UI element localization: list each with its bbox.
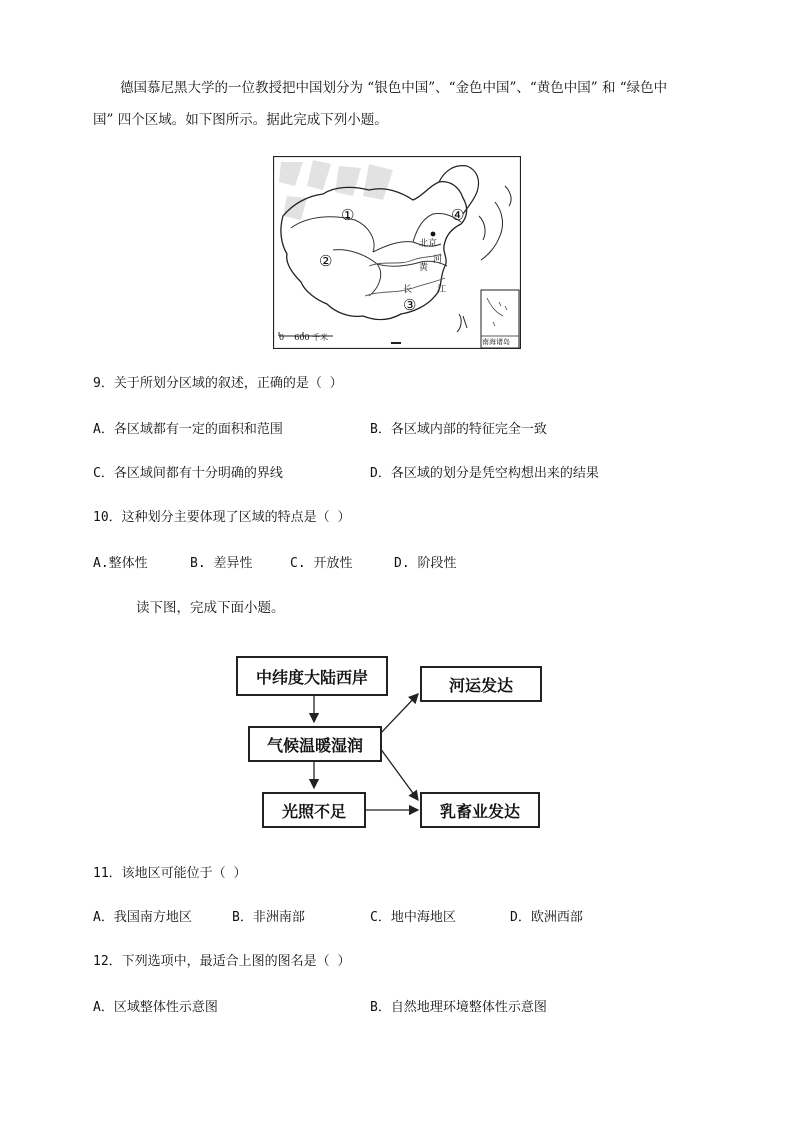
q10-option-d: D. 阶段性 [394, 556, 457, 571]
flow-box-sunlight: 光照不足 [262, 792, 366, 828]
intro-line-2: 国” 四个区域。如下图所示。据此完成下列小题。 [93, 112, 388, 128]
q9-stem: 9．关于所划分区域的叙述，正确的是（ ） [93, 376, 343, 391]
q10-option-b: B. 差异性 [190, 556, 253, 571]
intro-2: 读下图，完成下面小题。 [136, 600, 285, 616]
q12-stem: 12．下列选项中，最适合上图的图名是（ ） [93, 954, 351, 969]
jiang-label: 江 [437, 285, 447, 295]
q11-stem: 11．该地区可能位于（ ） [93, 866, 247, 881]
q11-option-d: D．欧洲西部 [510, 910, 583, 925]
q9-option-d: D．各区域的划分是凭空构想出来的结果 [370, 466, 599, 481]
intro-line-1: 德国慕尼黑大学的一位教授把中国划分为 “银色中国”、“金色中国”、“黄色中国” 和 “绿色中 [120, 80, 668, 96]
q11-option-c: C．地中海地区 [370, 910, 456, 925]
q11-option-a: A．我国南方地区 [93, 910, 192, 925]
scale-label: 0 600 千米 [279, 333, 329, 342]
china-region-map [273, 156, 521, 349]
q10-option-a: A.整体性 [93, 556, 148, 571]
huang-label: 黄 [419, 263, 429, 273]
region-1-label: ① [341, 206, 355, 224]
he-label: 河 [433, 255, 443, 265]
q11-option-b: B．非洲南部 [232, 910, 305, 925]
q9-option-b: B．各区域内部的特征完全一致 [370, 422, 547, 437]
beijing-label: 北京 [419, 239, 438, 249]
flow-box-west-coast: 中纬度大陆西岸 [236, 656, 388, 696]
flow-box-dairy: 乳畜业发达 [420, 792, 540, 828]
map-drawing [273, 156, 521, 349]
region-3-label: ③ [403, 296, 417, 314]
inset-label: 南海诸岛 [482, 338, 510, 346]
q12-option-a: A．区域整体性示意图 [93, 1000, 218, 1015]
flow-box-climate: 气候温暖湿润 [248, 726, 382, 762]
q10-option-c: C. 开放性 [290, 556, 353, 571]
q12-option-b: B．自然地理环境整体性示意图 [370, 1000, 547, 1015]
flow-box-river-transport: 河运发达 [420, 666, 542, 702]
chang-label: 长 [403, 285, 413, 295]
region-4-label: ④ [451, 206, 465, 224]
q10-stem: 10．这种划分主要体现了区域的特点是（ ） [93, 510, 351, 525]
q9-option-c: C．各区域间都有十分明确的界线 [93, 466, 283, 481]
region-2-label: ② [319, 252, 333, 270]
q9-option-a: A．各区域都有一定的面积和范围 [93, 422, 283, 437]
flow-diagram [232, 650, 552, 836]
